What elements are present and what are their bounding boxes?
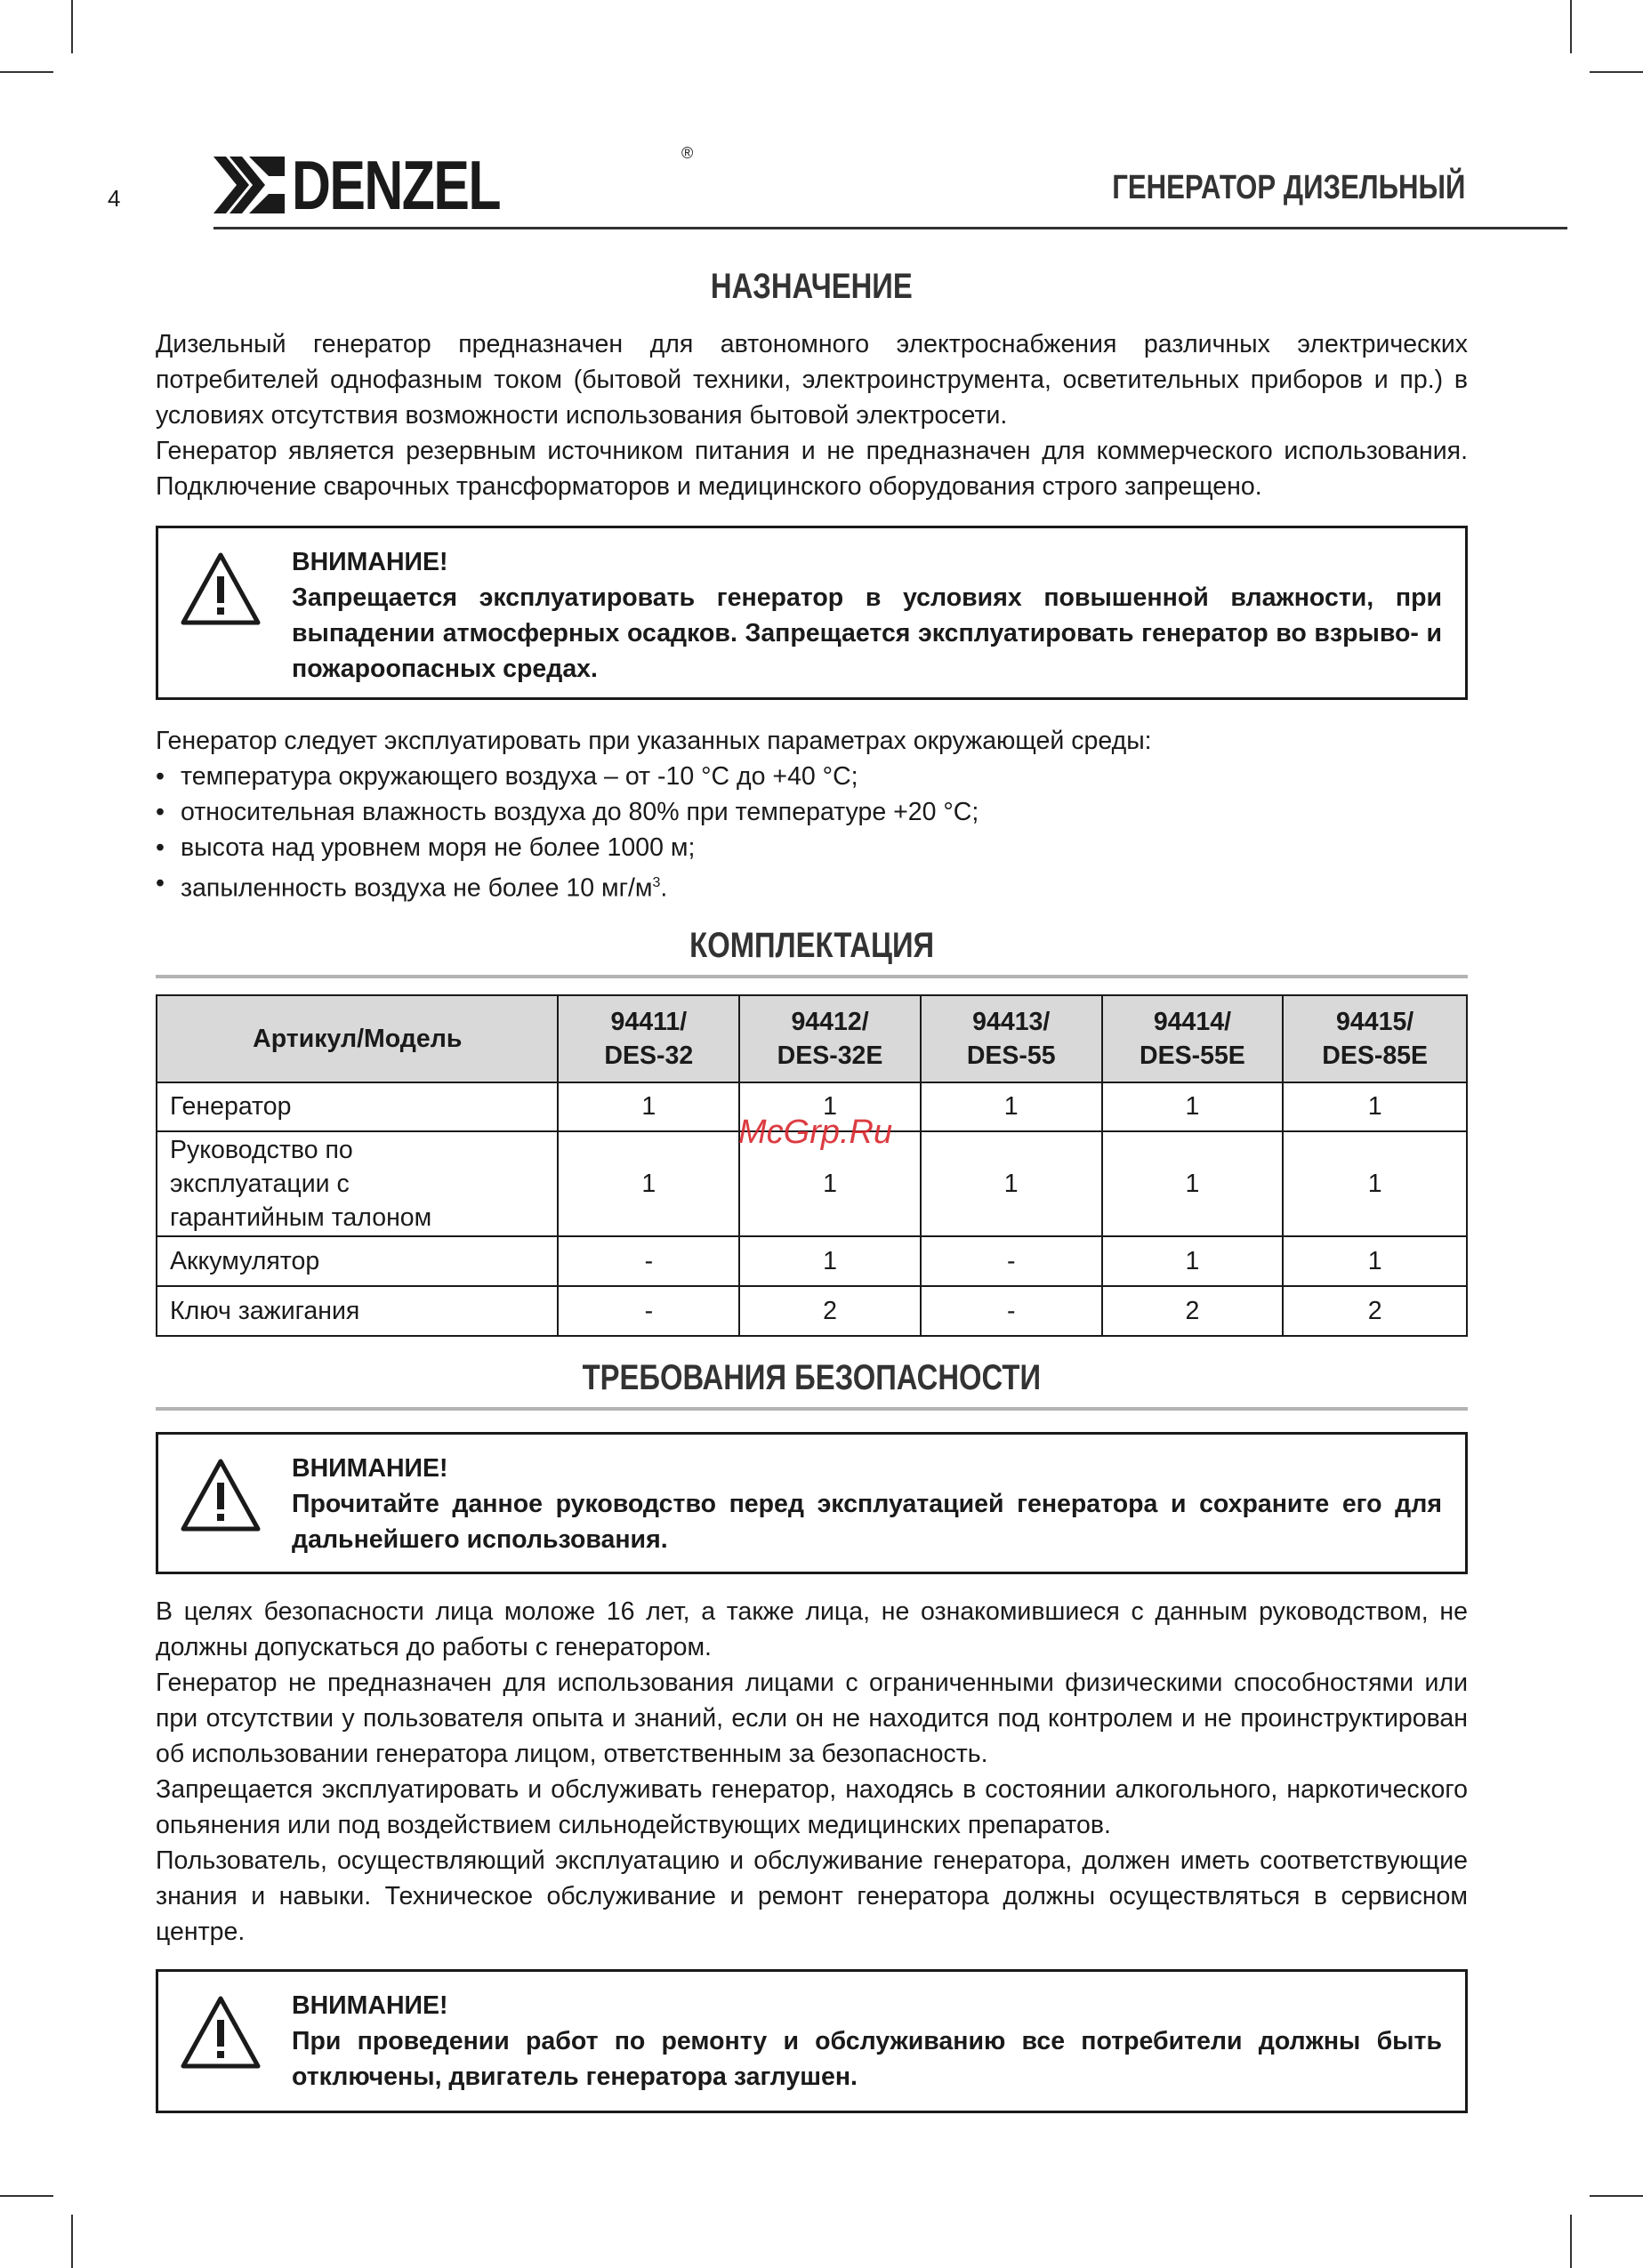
warning-box bbox=[156, 1432, 1468, 1574]
purpose-paragraph: Генератор является резервным источником питания и не предназначен для коммерческого использования. Подключение сварочных трансформаторов и медицинского оборудования строго запрещено. bbox=[156, 437, 1468, 501]
warning-triangle-icon bbox=[180, 1995, 262, 2070]
table-cell: 1 bbox=[1102, 1131, 1284, 1236]
warning-triangle-icon bbox=[180, 551, 262, 626]
table-cell-name: Руководство по эксплуатации с гарантийным талоном bbox=[157, 1131, 558, 1236]
brand-logo bbox=[213, 142, 694, 228]
list-item: • относительная влажность воздуха до 80% при температуре +20 °С; bbox=[156, 794, 1468, 830]
conditions-list bbox=[156, 759, 1468, 906]
table-cell: 1 bbox=[739, 1131, 921, 1236]
safety-paragraph: Запрещается эксплуатировать и обслуживать генератор, находясь в состоянии алкогольного, наркотического опьянения или под воздействием сильнодействующих медицинских препаратов. bbox=[156, 1774, 1468, 1839]
safety-paragraph: Пользователь, осуществляющий эксплуатацию и обслуживание генератора, должен иметь соответствующие знания и навыки. Техническое обслуживание и ремонт генератора должны осуществляться в сервисном центре. bbox=[156, 1846, 1468, 1946]
crop-mark bbox=[1570, 2215, 1572, 2268]
table-cell: - bbox=[921, 1286, 1102, 1336]
table-cell: 1 bbox=[558, 1131, 739, 1236]
table-cell: 2 bbox=[739, 1286, 921, 1336]
crop-mark bbox=[1590, 71, 1643, 73]
table-cell: - bbox=[558, 1286, 739, 1336]
table-header-cell: 94412/ DES-32E bbox=[739, 995, 921, 1082]
page-content bbox=[156, 267, 1468, 2113]
warning-box bbox=[156, 1969, 1468, 2113]
section-title-kit: КОМПЛЕКТАЦИЯ bbox=[156, 926, 1468, 978]
header-title: ГЕНЕРАТОР ДИЗЕЛЬНЫЙ bbox=[1111, 169, 1465, 206]
brand-emblem-icon bbox=[213, 149, 285, 221]
safety-paragraph: В целях безопасности лица моложе 16 лет, а также лица, не ознакомившиеся с данным руководством, не должны допускаться до работы с генератором. bbox=[156, 1596, 1468, 1661]
table-cell: - bbox=[558, 1236, 739, 1286]
warning-box bbox=[156, 526, 1468, 700]
warning-triangle-icon bbox=[180, 1458, 262, 1532]
crop-mark bbox=[71, 2215, 73, 2268]
safety-paragraphs bbox=[156, 1594, 1468, 1950]
list-item: • высота над уровнем моря не более 1000 м; bbox=[156, 830, 1468, 865]
table-cell: 1 bbox=[921, 1082, 1102, 1131]
table-cell: 1 bbox=[739, 1236, 921, 1286]
superscript-3: 3 bbox=[652, 875, 661, 890]
page-number: 4 bbox=[108, 185, 121, 212]
table-cell: - bbox=[921, 1236, 1102, 1286]
table-row bbox=[157, 1236, 1467, 1286]
table-header-cell: 94414/ DES-55E bbox=[1102, 995, 1284, 1082]
table-header-cell: 94413/ DES-55 bbox=[921, 995, 1102, 1082]
crop-mark bbox=[0, 71, 53, 73]
table-row bbox=[157, 1286, 1467, 1336]
table-cell: 1 bbox=[1283, 1131, 1467, 1236]
table-cell-name: Аккумулятор bbox=[157, 1236, 558, 1286]
warning-title: ВНИМАНИЕ! bbox=[292, 1991, 448, 2020]
crop-mark bbox=[1590, 2195, 1643, 2197]
kit-table bbox=[156, 994, 1468, 1337]
warning-title: ВНИМАНИЕ! bbox=[292, 1453, 448, 1483]
warning-text: Прочитайте данное руководство перед эксплуатацией генератора и сохраните его для дальнейшего использования. bbox=[292, 1489, 1442, 1554]
warning-text: Запрещается эксплуатировать генератор в условиях повышенной влажности, при выпадении атмосферных осадков. Запрещается эксплуатировать генератор во взрыво- и пожароопасных средах. bbox=[292, 583, 1442, 683]
watermark: McGrp.Ru bbox=[738, 1114, 893, 1151]
list-item: • температура окружающего воздуха – от -10 °С до +40 °С; bbox=[156, 759, 1468, 794]
table-cell: 1 bbox=[1102, 1082, 1284, 1131]
table-cell: 1 bbox=[921, 1131, 1102, 1236]
crop-mark bbox=[1570, 0, 1572, 53]
table-cell-name: Ключ зажигания bbox=[157, 1286, 558, 1336]
table-header-cell: Артикул/Модель bbox=[157, 995, 558, 1082]
dust-condition-end: . bbox=[660, 873, 668, 903]
table-cell: 1 bbox=[1283, 1236, 1467, 1286]
crop-mark bbox=[0, 2195, 53, 2197]
warning-text: При проведении работ по ремонту и обслуживанию все потребители должны быть отключены, двигатель генератора заглушен. bbox=[292, 2026, 1442, 2091]
section-title-safety: ТРЕБОВАНИЯ БЕЗОПАСНОСТИ bbox=[156, 1358, 1468, 1411]
warning-title: ВНИМАНИЕ! bbox=[292, 548, 448, 576]
table-cell: 2 bbox=[1102, 1286, 1284, 1336]
conditions-intro: Генератор следует эксплуатировать при указанных параметрах окружающей среды: bbox=[156, 727, 1152, 755]
table-cell: 1 bbox=[739, 1082, 921, 1131]
table-cell-name: Генератор bbox=[157, 1082, 558, 1131]
list-item bbox=[156, 865, 1468, 906]
table-header-cell: 94415/ DES-85E bbox=[1283, 995, 1467, 1082]
safety-paragraph: Генератор не предназначен для использования лицами с ограниченными физическими способностями или при отсутствии у пользователя опыта и знаний, если он не находится под контролем и не проинструктирован об использовании генератора лицом, ответственным за безопасность. bbox=[156, 1668, 1468, 1768]
table-cell: 2 bbox=[1283, 1286, 1467, 1336]
header-rule bbox=[213, 227, 1567, 229]
table-cell: 1 bbox=[1102, 1236, 1284, 1286]
table-cell: 1 bbox=[558, 1082, 739, 1131]
table-cell: 1 bbox=[1283, 1082, 1467, 1131]
section-title-purpose: НАЗНАЧЕНИЕ bbox=[711, 267, 913, 306]
crop-mark bbox=[71, 0, 73, 53]
table-header-cell: 94411/ DES-32 bbox=[558, 995, 739, 1082]
table-header-row bbox=[157, 995, 1467, 1082]
dust-condition-text: запыленность воздуха не более 10 мг/м bbox=[181, 873, 653, 903]
purpose-paragraph: Дизельный генератор предназначен для автономного электроснабжения различных электрических потребителей однофазным током (бытовой техники, электроинструмента, осветительных приборов и пр.) в условиях отсутствия возможности использования бытовой электросети. bbox=[156, 330, 1468, 430]
registered-mark: ® bbox=[681, 144, 694, 162]
brand-name: DENZEL bbox=[292, 146, 500, 224]
